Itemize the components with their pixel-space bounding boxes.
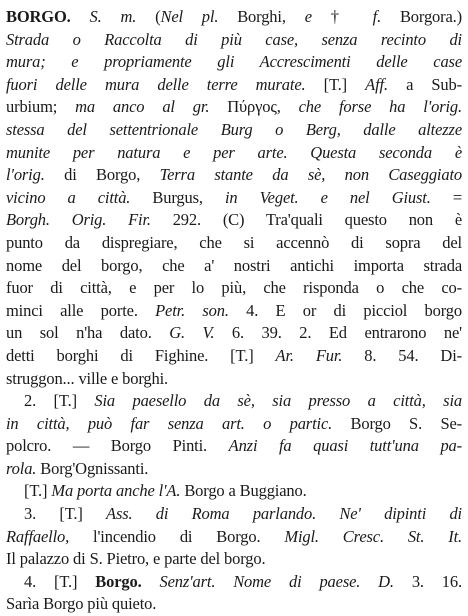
text-line [6, 345, 462, 368]
text-line [6, 548, 462, 571]
text-segment: vicino a città. [6, 187, 131, 207]
text-segment: Migl. Cresc. St. It. [284, 526, 462, 546]
text-segment: nome del borgo, che a' nostri antichi importa strada [6, 255, 462, 275]
text-line [6, 232, 462, 255]
text-segment: 6. 39. 2. Ed entrarono ne' [214, 323, 462, 343]
text-segment: G. V. [151, 323, 215, 343]
text-segment: Borgora.) [381, 7, 462, 26]
text-segment: 292. (C) Tra'quali questo non è [150, 210, 462, 230]
text-segment: = [430, 187, 462, 207]
text-segment: e [304, 7, 312, 26]
text-segment: Aff. [365, 74, 388, 94]
text-segment: Borgo. [95, 571, 142, 591]
text-segment: Borg'Ognissanti. [36, 458, 149, 478]
text-segment: Anzi fa quasi tutt'una pa- [228, 436, 462, 456]
text-segment: punto da dispregiare, che si accennò di sopra del [6, 232, 462, 252]
text-segment: Borgh. Orig. Fir. [6, 210, 151, 230]
text-segment: Borgo S. Se- [332, 413, 462, 433]
text-segment: 4. [T.] [24, 571, 96, 591]
text-segment: ( [136, 7, 161, 26]
text-segment: fuor di città, e per lo più, che risponda o che co- [6, 278, 462, 298]
text-line [6, 255, 462, 278]
text-segment: fuori delle mura delle terre murate. [6, 74, 306, 94]
text-segment: 3. 16. [393, 571, 462, 591]
text-segment: Senz'art. Nome di paese. D. [141, 571, 394, 591]
text-line [6, 74, 462, 97]
text-segment: di Borgo, [44, 165, 160, 185]
section-3 [6, 503, 462, 571]
text-line [6, 187, 462, 210]
text-segment: urbium; [6, 97, 76, 117]
text-line [6, 480, 462, 503]
text-segment: l'orig. [6, 165, 45, 185]
text-segment: Il palazzo di S. Pietro, e parte del borgo. [6, 549, 266, 569]
text-segment: 3. [T.] [24, 504, 107, 524]
text-segment: S. m. [70, 7, 137, 26]
text-line [6, 164, 462, 187]
text-segment: Petr. son. [137, 300, 229, 320]
text-segment: ma anco al gr. [75, 97, 210, 117]
text-segment: che forse ha l'orig. [298, 97, 462, 117]
text-line [6, 593, 462, 616]
text-line [6, 277, 462, 300]
text-segment: Ar. Fur. [275, 345, 343, 365]
text-segment: polcro. — Borgo Pinti. [6, 436, 229, 456]
text-line [6, 96, 462, 119]
text-segment: munite per natura e per arte. Questa seconda è [6, 142, 462, 162]
text-segment: Sia paesello da sè, sia presso a città, sia [94, 391, 462, 411]
entry-definition [6, 6, 462, 390]
text-segment: mura; e propriamente gli Accrescimenti delle case [6, 52, 462, 72]
text-segment: stessa del settentrionale Burg o Berg, dalle altezze [6, 119, 462, 139]
text-line [6, 526, 462, 549]
text-segment: Ma porta anche l'A. [51, 481, 181, 501]
text-line [6, 390, 462, 413]
text-line [6, 435, 462, 458]
text-segment: 2. [T.] [24, 391, 95, 411]
text-segment: f. [372, 7, 382, 26]
text-segment: un sol n'ha dato. [6, 323, 152, 343]
text-line [6, 51, 462, 74]
text-segment: BORGO. [6, 7, 71, 26]
text-line [6, 119, 462, 142]
text-segment: Borghi, [218, 7, 305, 26]
text-line [6, 571, 462, 594]
text-segment: minci alle porte. [6, 300, 138, 320]
section-2 [6, 390, 462, 503]
text-segment: rola. [6, 458, 37, 478]
text-segment: [T.] [24, 481, 52, 501]
text-segment: 8. 54. Di- [342, 345, 462, 365]
text-line [6, 300, 462, 323]
text-segment: [T.] [305, 74, 366, 94]
text-line [6, 458, 462, 481]
text-segment: Πύργος, [209, 97, 299, 117]
dictionary-page [6, 6, 462, 616]
text-segment: struggon... ville e borghi. [6, 368, 169, 388]
section-4 [6, 571, 462, 616]
text-line [6, 503, 462, 526]
text-line [6, 368, 462, 391]
text-segment: Nel pl. [160, 7, 219, 26]
text-segment: Borgo a Buggiano. [180, 481, 307, 501]
text-line [6, 29, 462, 52]
text-line [6, 6, 462, 29]
text-segment: Ass. di Roma parlando. Ne' dipinti di [106, 504, 462, 524]
text-segment: Sarìa Borgo più quieto. [6, 594, 157, 614]
text-line [6, 142, 462, 165]
text-line [6, 209, 462, 232]
text-line [6, 413, 462, 436]
text-segment: l'incendio di Borgo. [69, 526, 285, 546]
text-segment: † [311, 7, 373, 26]
text-segment: Terra stante da sè, non Caseggiato [159, 165, 462, 185]
text-line [6, 322, 462, 345]
text-segment: detti borghi di Fighine. [T.] [6, 345, 276, 365]
text-segment: a Sub- [387, 74, 462, 94]
text-segment: in città, può far senza art. o partic. [6, 413, 333, 433]
text-segment: 4. E or di picciol borgo [228, 300, 462, 320]
text-segment: Strada o Raccolta di più case, senza recinto di [6, 29, 462, 49]
text-segment: Raffaello, [6, 526, 70, 546]
text-segment: in Veget. e nel Giust. [224, 187, 431, 207]
text-segment: Burgus, [130, 187, 225, 207]
